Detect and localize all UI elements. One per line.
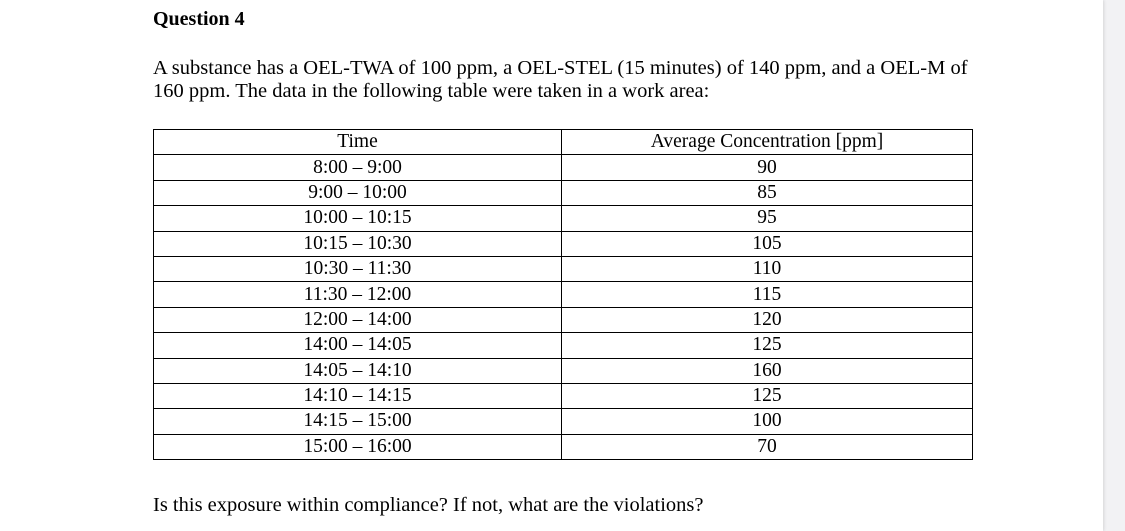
concentration-cell: 120 bbox=[562, 307, 973, 332]
time-cell: 11:30 – 12:00 bbox=[154, 282, 562, 307]
table-row bbox=[154, 206, 973, 231]
question-heading: Question 4 bbox=[153, 8, 245, 30]
time-cell: 12:00 – 14:00 bbox=[154, 307, 562, 332]
concentration-cell: 125 bbox=[562, 333, 973, 358]
concentration-cell: 115 bbox=[562, 282, 973, 307]
table-row bbox=[154, 307, 973, 332]
table-row bbox=[154, 409, 973, 434]
table-row bbox=[154, 155, 973, 180]
concentration-table bbox=[153, 129, 973, 460]
time-cell: 9:00 – 10:00 bbox=[154, 180, 562, 205]
problem-statement: A substance has a OEL-TWA of 100 ppm, a OEL-STEL (15 minutes) of 140 ppm, and a OEL-M of 160 ppm. The data in the following table were taken in a work area: bbox=[153, 57, 968, 102]
concentration-cell: 95 bbox=[562, 206, 973, 231]
time-cell: 14:05 – 14:10 bbox=[154, 358, 562, 383]
concentration-cell: 85 bbox=[562, 180, 973, 205]
table-row bbox=[154, 434, 973, 459]
time-cell: 14:15 – 15:00 bbox=[154, 409, 562, 434]
table-row bbox=[154, 383, 973, 408]
time-cell: 14:10 – 14:15 bbox=[154, 383, 562, 408]
question-text: Is this exposure within compliance? If not, what are the violations? bbox=[153, 494, 704, 516]
concentration-cell: 160 bbox=[562, 358, 973, 383]
table-header-row bbox=[154, 130, 973, 155]
concentration-cell: 125 bbox=[562, 383, 973, 408]
time-cell: 8:00 – 9:00 bbox=[154, 155, 562, 180]
time-cell: 14:00 – 14:05 bbox=[154, 333, 562, 358]
table-row bbox=[154, 231, 973, 256]
concentration-cell: 70 bbox=[562, 434, 973, 459]
time-cell: 10:15 – 10:30 bbox=[154, 231, 562, 256]
concentration-column-header: Average Concentration [ppm] bbox=[562, 130, 973, 155]
time-cell: 15:00 – 16:00 bbox=[154, 434, 562, 459]
concentration-cell: 110 bbox=[562, 256, 973, 281]
time-column-header: Time bbox=[154, 130, 562, 155]
time-cell: 10:30 – 11:30 bbox=[154, 256, 562, 281]
concentration-cell: 105 bbox=[562, 231, 973, 256]
table-row bbox=[154, 358, 973, 383]
table-row bbox=[154, 333, 973, 358]
concentration-cell: 90 bbox=[562, 155, 973, 180]
concentration-cell: 100 bbox=[562, 409, 973, 434]
time-cell: 10:00 – 10:15 bbox=[154, 206, 562, 231]
table-body bbox=[154, 155, 973, 460]
table-row bbox=[154, 180, 973, 205]
table-row bbox=[154, 256, 973, 281]
table-row bbox=[154, 282, 973, 307]
